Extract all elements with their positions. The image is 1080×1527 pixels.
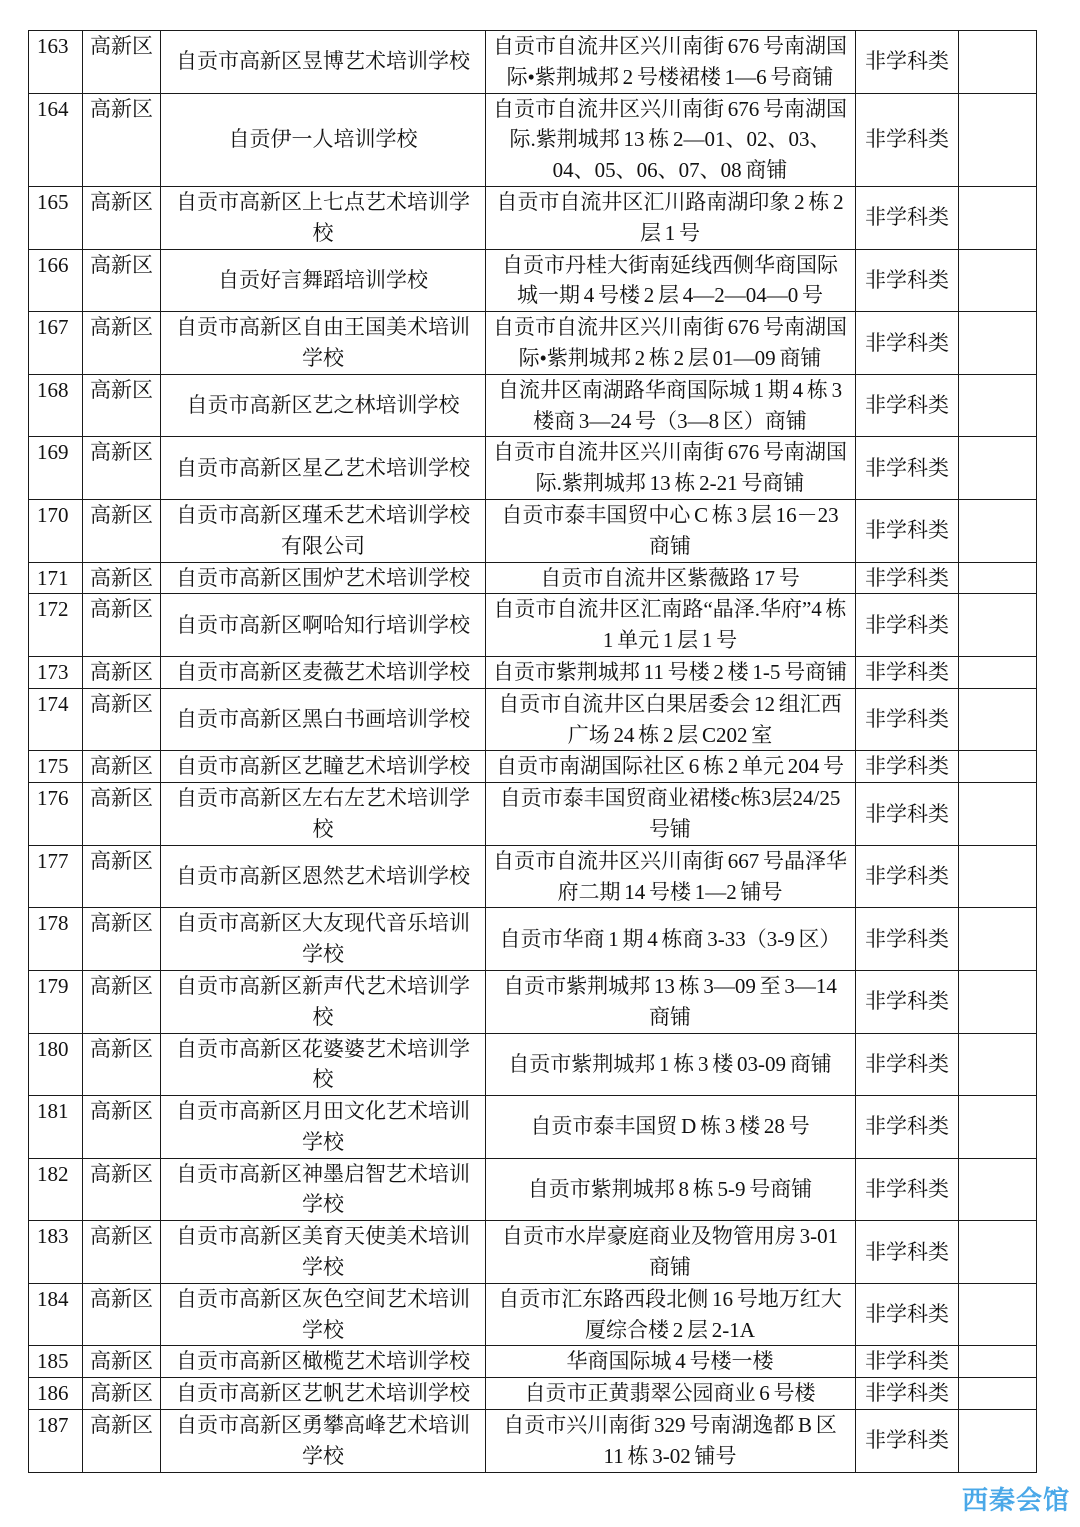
remark-cell (959, 500, 1037, 563)
row-number-cell: 177 (29, 846, 83, 909)
address-cell: 自贡市自流井区紫薇路 17 号 (486, 563, 856, 595)
district-cell: 高新区 (83, 1221, 161, 1284)
district-cell: 高新区 (83, 689, 161, 752)
address-cell: 自贡市紫荆城邦 13 栋 3—09 至 3—14 商铺 (486, 971, 856, 1034)
district-cell: 高新区 (83, 94, 161, 187)
district-cell: 高新区 (83, 751, 161, 783)
district-cell: 高新区 (83, 1284, 161, 1347)
row-number-cell: 169 (29, 437, 83, 500)
category-cell: 非学科类 (856, 1221, 959, 1284)
remark-cell (959, 751, 1037, 783)
category-cell: 非学科类 (856, 594, 959, 657)
table-row (29, 1284, 1037, 1347)
table-row (29, 1378, 1037, 1410)
table-row (29, 250, 1037, 313)
school-name-cell: 自贡市高新区星乙艺术培训学校 (161, 437, 486, 500)
address-cell: 自贡市自流井区汇南路“晶泽.华府”4 栋 1 单元 1 层 1 号 (486, 594, 856, 657)
category-cell: 非学科类 (856, 1346, 959, 1378)
school-name-cell: 自贡市高新区月田文化艺术培训学校 (161, 1096, 486, 1159)
remark-cell (959, 783, 1037, 846)
category-cell: 非学科类 (856, 187, 959, 250)
row-number-cell: 178 (29, 908, 83, 971)
address-cell: 自贡市丹桂大街南延线西侧华商国际城一期 4 号楼 2 层 4—2—04—0 号 (486, 250, 856, 313)
remark-cell (959, 312, 1037, 375)
remark-cell (959, 187, 1037, 250)
address-cell: 自贡市泰丰国贸 D 栋 3 楼 28 号 (486, 1096, 856, 1159)
row-number-cell: 170 (29, 500, 83, 563)
remark-cell (959, 1346, 1037, 1378)
school-name-cell: 自贡市高新区艺瞳艺术培训学校 (161, 751, 486, 783)
category-cell: 非学科类 (856, 846, 959, 909)
address-cell: 自贡市自流井区白果居委会 12 组汇西广场 24 栋 2 层 C202 室 (486, 689, 856, 752)
row-number-cell: 179 (29, 971, 83, 1034)
row-number-cell: 187 (29, 1410, 83, 1473)
table-row (29, 689, 1037, 752)
school-name-cell: 自贡市高新区上七点艺术培训学校 (161, 187, 486, 250)
remark-cell (959, 250, 1037, 313)
school-name-cell: 自贡市高新区恩然艺术培训学校 (161, 846, 486, 909)
address-cell: 自贡市紫荆城邦 11 号楼 2 楼 1-5 号商铺 (486, 657, 856, 689)
category-cell: 非学科类 (856, 1034, 959, 1097)
category-cell: 非学科类 (856, 689, 959, 752)
address-cell: 自贡市正黄翡翠公园商业 6 号楼 (486, 1378, 856, 1410)
table-row (29, 1221, 1037, 1284)
address-cell: 自贡市汇东路西段北侧 16 号地万红大厦综合楼 2 层 2-1A (486, 1284, 856, 1347)
address-cell: 自流井区南湖路华商国际城 1 期 4 栋 3 楼商 3—24 号（3—8 区）商铺 (486, 375, 856, 438)
remark-cell (959, 908, 1037, 971)
category-cell: 非学科类 (856, 31, 959, 94)
table-row (29, 187, 1037, 250)
row-number-cell: 176 (29, 783, 83, 846)
category-cell: 非学科类 (856, 500, 959, 563)
school-name-cell: 自贡市高新区橄榄艺术培训学校 (161, 1346, 486, 1378)
address-cell: 自贡市泰丰国贸中心 C 栋 3 层 16－23 商铺 (486, 500, 856, 563)
address-cell: 自贡市紫荆城邦 8 栋 5-9 号商铺 (486, 1159, 856, 1222)
district-cell: 高新区 (83, 1159, 161, 1222)
row-number-cell: 182 (29, 1159, 83, 1222)
district-cell: 高新区 (83, 31, 161, 94)
category-cell: 非学科类 (856, 1284, 959, 1347)
table-row (29, 783, 1037, 846)
address-cell: 自贡市兴川南街 329 号南湖逸都 B 区 11 栋 3-02 铺号 (486, 1410, 856, 1473)
row-number-cell: 166 (29, 250, 83, 313)
row-number-cell: 172 (29, 594, 83, 657)
remark-cell (959, 94, 1037, 187)
district-cell: 高新区 (83, 1410, 161, 1473)
row-number-cell: 180 (29, 1034, 83, 1097)
address-cell: 自贡市自流井区兴川南街 667 号晶泽华府二期 14 号楼 1—2 铺号 (486, 846, 856, 909)
district-cell: 高新区 (83, 437, 161, 500)
table-row (29, 846, 1037, 909)
school-name-cell: 自贡市高新区瑾禾艺术培训学校有限公司 (161, 500, 486, 563)
remark-cell (959, 1284, 1037, 1347)
table-row (29, 375, 1037, 438)
table-row (29, 437, 1037, 500)
row-number-cell: 175 (29, 751, 83, 783)
school-name-cell: 自贡市高新区勇攀高峰艺术培训学校 (161, 1410, 486, 1473)
school-name-cell: 自贡市高新区围炉艺术培训学校 (161, 563, 486, 595)
table-row (29, 1096, 1037, 1159)
table-row (29, 500, 1037, 563)
table-row (29, 1346, 1037, 1378)
category-cell: 非学科类 (856, 751, 959, 783)
table-row (29, 1410, 1037, 1473)
row-number-cell: 167 (29, 312, 83, 375)
school-name-cell: 自贡市高新区新声代艺术培训学校 (161, 971, 486, 1034)
table-row (29, 1159, 1037, 1222)
address-cell: 自贡市自流井区兴川南街 676 号南湖国际•紫荆城邦 2 栋 2 层 01—09 商铺 (486, 312, 856, 375)
address-cell: 华商国际城 4 号楼一楼 (486, 1346, 856, 1378)
district-cell: 高新区 (83, 1096, 161, 1159)
district-cell: 高新区 (83, 500, 161, 563)
school-name-cell: 自贡市高新区昱博艺术培训学校 (161, 31, 486, 94)
row-number-cell: 185 (29, 1346, 83, 1378)
remark-cell (959, 689, 1037, 752)
category-cell: 非学科类 (856, 375, 959, 438)
district-cell: 高新区 (83, 1346, 161, 1378)
category-cell: 非学科类 (856, 1410, 959, 1473)
remark-cell (959, 1159, 1037, 1222)
address-cell: 自贡市自流井区兴川南街 676 号南湖国际.紫荆城邦 13 栋 2-21 号商铺 (486, 437, 856, 500)
remark-cell (959, 31, 1037, 94)
category-cell: 非学科类 (856, 563, 959, 595)
remark-cell (959, 657, 1037, 689)
row-number-cell: 168 (29, 375, 83, 438)
district-cell: 高新区 (83, 1034, 161, 1097)
district-cell: 高新区 (83, 563, 161, 595)
school-name-cell: 自贡伊一人培训学校 (161, 94, 486, 187)
table-row (29, 563, 1037, 595)
row-number-cell: 173 (29, 657, 83, 689)
training-school-table (28, 30, 1037, 1473)
district-cell: 高新区 (83, 908, 161, 971)
category-cell: 非学科类 (856, 971, 959, 1034)
row-number-cell: 183 (29, 1221, 83, 1284)
category-cell: 非学科类 (856, 312, 959, 375)
remark-cell (959, 375, 1037, 438)
remark-cell (959, 971, 1037, 1034)
address-cell: 自贡市华商 1 期 4 栋商 3-33（3-9 区） (486, 908, 856, 971)
address-cell: 自贡市泰丰国贸商业裙楼c栋3层24/25号铺 (486, 783, 856, 846)
district-cell: 高新区 (83, 375, 161, 438)
category-cell: 非学科类 (856, 908, 959, 971)
category-cell: 非学科类 (856, 1378, 959, 1410)
table-row (29, 31, 1037, 94)
remark-cell (959, 594, 1037, 657)
address-cell: 自贡市自流井区汇川路南湖印象 2 栋 2 层 1 号 (486, 187, 856, 250)
remark-cell (959, 1410, 1037, 1473)
remark-cell (959, 1096, 1037, 1159)
school-name-cell: 自贡市高新区艺帆艺术培训学校 (161, 1378, 486, 1410)
school-name-cell: 自贡市高新区麦薇艺术培训学校 (161, 657, 486, 689)
remark-cell (959, 846, 1037, 909)
table-row (29, 751, 1037, 783)
remark-cell (959, 1221, 1037, 1284)
school-name-cell: 自贡市高新区自由王国美术培训学校 (161, 312, 486, 375)
school-name-cell: 自贡市高新区神墨启智艺术培训学校 (161, 1159, 486, 1222)
school-name-cell: 自贡市高新区灰色空间艺术培训学校 (161, 1284, 486, 1347)
table-row (29, 312, 1037, 375)
school-name-cell: 自贡市高新区黑白书画培训学校 (161, 689, 486, 752)
table-row (29, 908, 1037, 971)
row-number-cell: 174 (29, 689, 83, 752)
category-cell: 非学科类 (856, 783, 959, 846)
district-cell: 高新区 (83, 846, 161, 909)
category-cell: 非学科类 (856, 437, 959, 500)
watermark-logo: 西秦会馆 (962, 1486, 1071, 1516)
district-cell: 高新区 (83, 657, 161, 689)
address-cell: 自贡市水岸豪庭商业及物管用房 3-01 商铺 (486, 1221, 856, 1284)
table-row (29, 971, 1037, 1034)
category-cell: 非学科类 (856, 94, 959, 187)
district-cell: 高新区 (83, 783, 161, 846)
row-number-cell: 165 (29, 187, 83, 250)
row-number-cell: 164 (29, 94, 83, 187)
table-row (29, 1034, 1037, 1097)
school-name-cell: 自贡市高新区啊哈知行培训学校 (161, 594, 486, 657)
school-name-cell: 自贡市高新区美育天使美术培训学校 (161, 1221, 486, 1284)
table-row (29, 594, 1037, 657)
category-cell: 非学科类 (856, 1159, 959, 1222)
school-name-cell: 自贡好言舞蹈培训学校 (161, 250, 486, 313)
address-cell: 自贡市紫荆城邦 1 栋 3 楼 03-09 商铺 (486, 1034, 856, 1097)
category-cell: 非学科类 (856, 1096, 959, 1159)
row-number-cell: 181 (29, 1096, 83, 1159)
district-cell: 高新区 (83, 971, 161, 1034)
school-name-cell: 自贡市高新区艺之林培训学校 (161, 375, 486, 438)
address-cell: 自贡市自流井区兴川南街 676 号南湖国际•紫荆城邦 2 号楼裙楼 1—6 号商铺 (486, 31, 856, 94)
district-cell: 高新区 (83, 187, 161, 250)
district-cell: 高新区 (83, 250, 161, 313)
remark-cell (959, 437, 1037, 500)
remark-cell (959, 1034, 1037, 1097)
address-cell: 自贡市南湖国际社区 6 栋 2 单元 204 号 (486, 751, 856, 783)
remark-cell (959, 1378, 1037, 1410)
district-cell: 高新区 (83, 594, 161, 657)
row-number-cell: 186 (29, 1378, 83, 1410)
school-name-cell: 自贡市高新区大友现代音乐培训学校 (161, 908, 486, 971)
table-row (29, 94, 1037, 187)
school-name-cell: 自贡市高新区花婆婆艺术培训学校 (161, 1034, 486, 1097)
category-cell: 非学科类 (856, 250, 959, 313)
category-cell: 非学科类 (856, 657, 959, 689)
district-cell: 高新区 (83, 1378, 161, 1410)
school-name-cell: 自贡市高新区左右左艺术培训学校 (161, 783, 486, 846)
row-number-cell: 184 (29, 1284, 83, 1347)
remark-cell (959, 563, 1037, 595)
address-cell: 自贡市自流井区兴川南街 676 号南湖国际.紫荆城邦 13 栋 2—01、02、03、04、05、06、07、08 商铺 (486, 94, 856, 187)
row-number-cell: 171 (29, 563, 83, 595)
row-number-cell: 163 (29, 31, 83, 94)
table-row (29, 657, 1037, 689)
district-cell: 高新区 (83, 312, 161, 375)
